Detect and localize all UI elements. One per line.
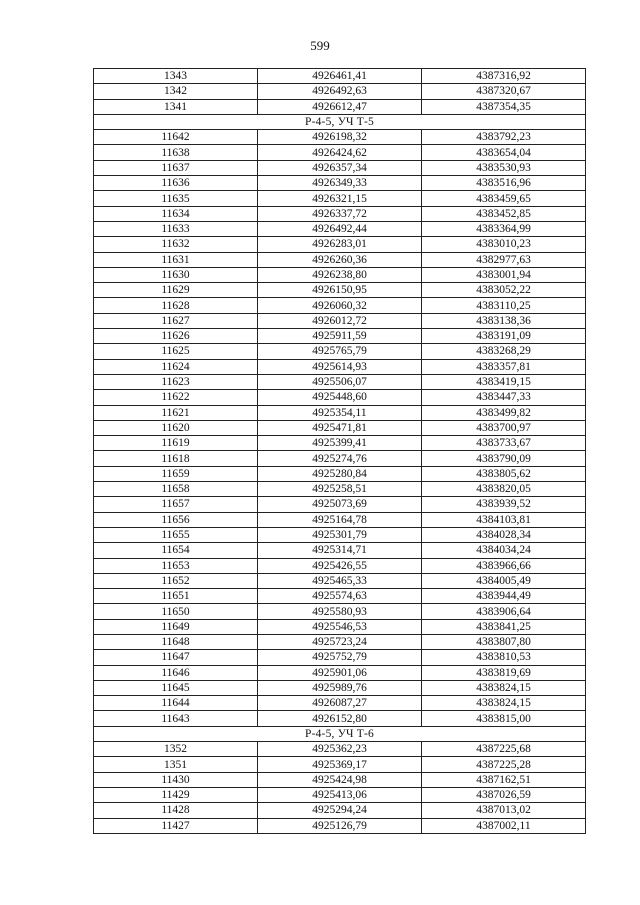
table-row	[94, 252, 586, 267]
point-number-cell: 11635	[94, 191, 258, 206]
table-row	[94, 757, 586, 772]
x-coordinate-cell: 4926152,80	[258, 711, 422, 726]
table-row	[94, 772, 586, 787]
table-row	[94, 405, 586, 420]
x-coordinate-cell: 4926260,36	[258, 252, 422, 267]
x-coordinate-cell: 4925258,51	[258, 482, 422, 497]
y-coordinate-cell: 4383530,93	[422, 160, 586, 175]
point-number-cell: 11649	[94, 619, 258, 634]
y-coordinate-cell: 4383733,67	[422, 436, 586, 451]
point-number-cell: 11634	[94, 206, 258, 221]
table-row	[94, 527, 586, 542]
y-coordinate-cell: 4383807,80	[422, 634, 586, 649]
x-coordinate-cell: 4926060,32	[258, 298, 422, 313]
point-number-cell: 11655	[94, 527, 258, 542]
point-number-cell: 1352	[94, 742, 258, 757]
y-coordinate-cell: 4383010,23	[422, 237, 586, 252]
point-number-cell: 11618	[94, 451, 258, 466]
x-coordinate-cell: 4925574,63	[258, 589, 422, 604]
point-number-cell: 11642	[94, 130, 258, 145]
x-coordinate-cell: 4925911,59	[258, 329, 422, 344]
x-coordinate-cell: 4926087,27	[258, 696, 422, 711]
table-row	[94, 283, 586, 298]
x-coordinate-cell: 4925126,79	[258, 818, 422, 833]
y-coordinate-cell: 4383819,69	[422, 665, 586, 680]
table-row	[94, 711, 586, 726]
point-number-cell: 11658	[94, 482, 258, 497]
table-row	[94, 650, 586, 665]
table-row	[94, 298, 586, 313]
point-number-cell: 11621	[94, 405, 258, 420]
table-row	[94, 206, 586, 221]
x-coordinate-cell: 4925399,41	[258, 436, 422, 451]
y-coordinate-cell: 4383810,53	[422, 650, 586, 665]
table-row	[94, 99, 586, 114]
point-number-cell: 11653	[94, 558, 258, 573]
x-coordinate-cell: 4925274,76	[258, 451, 422, 466]
section-heading: Р-4-5, УЧ Т-6	[94, 726, 586, 741]
point-number-cell: 11659	[94, 466, 258, 481]
x-coordinate-cell: 4926349,33	[258, 176, 422, 191]
y-coordinate-cell: 4383820,05	[422, 482, 586, 497]
table-row	[94, 787, 586, 802]
point-number-cell: 11629	[94, 283, 258, 298]
table-row	[94, 604, 586, 619]
table-row	[94, 145, 586, 160]
point-number-cell: 11625	[94, 344, 258, 359]
point-number-cell: 11656	[94, 512, 258, 527]
y-coordinate-cell: 4383792,23	[422, 130, 586, 145]
y-coordinate-cell: 4383966,66	[422, 558, 586, 573]
table-row	[94, 558, 586, 573]
point-number-cell: 11644	[94, 696, 258, 711]
x-coordinate-cell: 4925413,06	[258, 787, 422, 802]
y-coordinate-cell: 4383654,04	[422, 145, 586, 160]
point-number-cell: 11650	[94, 604, 258, 619]
point-number-cell: 11657	[94, 497, 258, 512]
table-row	[94, 344, 586, 359]
y-coordinate-cell: 4387013,02	[422, 803, 586, 818]
y-coordinate-cell: 4384005,49	[422, 573, 586, 588]
point-number-cell: 11630	[94, 267, 258, 282]
x-coordinate-cell: 4925448,60	[258, 390, 422, 405]
table-row	[94, 420, 586, 435]
y-coordinate-cell: 4383419,15	[422, 374, 586, 389]
point-number-cell: 11652	[94, 573, 258, 588]
table-row	[94, 573, 586, 588]
y-coordinate-cell: 4383268,29	[422, 344, 586, 359]
point-number-cell: 11637	[94, 160, 258, 175]
x-coordinate-cell: 4926337,72	[258, 206, 422, 221]
y-coordinate-cell: 4387316,92	[422, 69, 586, 84]
table-row	[94, 803, 586, 818]
table-row	[94, 84, 586, 99]
point-number-cell: 11632	[94, 237, 258, 252]
point-number-cell: 11622	[94, 390, 258, 405]
y-coordinate-cell: 4382977,63	[422, 252, 586, 267]
y-coordinate-cell: 4387354,35	[422, 99, 586, 114]
y-coordinate-cell: 4383824,15	[422, 696, 586, 711]
x-coordinate-cell: 4925354,11	[258, 405, 422, 420]
table-row	[94, 130, 586, 145]
x-coordinate-cell: 4925426,55	[258, 558, 422, 573]
section-heading-row	[94, 726, 586, 741]
y-coordinate-cell: 4383459,65	[422, 191, 586, 206]
x-coordinate-cell: 4925723,24	[258, 634, 422, 649]
table-row	[94, 221, 586, 236]
point-number-cell: 11628	[94, 298, 258, 313]
y-coordinate-cell: 4383191,09	[422, 329, 586, 344]
x-coordinate-cell: 4926283,01	[258, 237, 422, 252]
x-coordinate-cell: 4925301,79	[258, 527, 422, 542]
point-number-cell: 11647	[94, 650, 258, 665]
y-coordinate-cell: 4387162,51	[422, 772, 586, 787]
table-row	[94, 160, 586, 175]
table-row	[94, 313, 586, 328]
y-coordinate-cell: 4387320,67	[422, 84, 586, 99]
table-row	[94, 267, 586, 282]
y-coordinate-cell: 4383110,25	[422, 298, 586, 313]
table-row	[94, 451, 586, 466]
point-number-cell: 11626	[94, 329, 258, 344]
point-number-cell: 11643	[94, 711, 258, 726]
point-number-cell: 11631	[94, 252, 258, 267]
x-coordinate-cell: 4925424,98	[258, 772, 422, 787]
point-number-cell: 11648	[94, 634, 258, 649]
y-coordinate-cell: 4383052,22	[422, 283, 586, 298]
table-row	[94, 589, 586, 604]
x-coordinate-cell: 4925765,79	[258, 344, 422, 359]
y-coordinate-cell: 4383939,52	[422, 497, 586, 512]
y-coordinate-cell: 4383841,25	[422, 619, 586, 634]
table-row	[94, 436, 586, 451]
x-coordinate-cell: 4926461,41	[258, 69, 422, 84]
x-coordinate-cell: 4926238,80	[258, 267, 422, 282]
point-number-cell: 11430	[94, 772, 258, 787]
x-coordinate-cell: 4926424,62	[258, 145, 422, 160]
x-coordinate-cell: 4925752,79	[258, 650, 422, 665]
y-coordinate-cell: 4387225,68	[422, 742, 586, 757]
point-number-cell: 11624	[94, 359, 258, 374]
y-coordinate-cell: 4383944,49	[422, 589, 586, 604]
x-coordinate-cell: 4925362,23	[258, 742, 422, 757]
y-coordinate-cell: 4384034,24	[422, 543, 586, 558]
y-coordinate-cell: 4383447,33	[422, 390, 586, 405]
x-coordinate-cell: 4926612,47	[258, 99, 422, 114]
x-coordinate-cell: 4926492,63	[258, 84, 422, 99]
table-row	[94, 329, 586, 344]
y-coordinate-cell: 4383001,94	[422, 267, 586, 282]
x-coordinate-cell: 4925294,24	[258, 803, 422, 818]
x-coordinate-cell: 4925989,76	[258, 680, 422, 695]
section-heading-row	[94, 114, 586, 129]
point-number-cell: 11620	[94, 420, 258, 435]
table-row	[94, 665, 586, 680]
table-row	[94, 543, 586, 558]
y-coordinate-cell: 4383499,82	[422, 405, 586, 420]
x-coordinate-cell: 4925580,93	[258, 604, 422, 619]
table-row	[94, 69, 586, 84]
y-coordinate-cell: 4384028,34	[422, 527, 586, 542]
x-coordinate-cell: 4925506,07	[258, 374, 422, 389]
x-coordinate-cell: 4925546,53	[258, 619, 422, 634]
y-coordinate-cell: 4383700,97	[422, 420, 586, 435]
y-coordinate-cell: 4383357,81	[422, 359, 586, 374]
x-coordinate-cell: 4925314,71	[258, 543, 422, 558]
point-number-cell: 11429	[94, 787, 258, 802]
table-row	[94, 634, 586, 649]
y-coordinate-cell: 4384103,81	[422, 512, 586, 527]
x-coordinate-cell: 4925073,69	[258, 497, 422, 512]
y-coordinate-cell: 4387225,28	[422, 757, 586, 772]
point-number-cell: 1341	[94, 99, 258, 114]
y-coordinate-cell: 4383906,64	[422, 604, 586, 619]
point-number-cell: 11645	[94, 680, 258, 695]
x-coordinate-cell: 4925901,06	[258, 665, 422, 680]
y-coordinate-cell: 4383790,09	[422, 451, 586, 466]
point-number-cell: 11651	[94, 589, 258, 604]
x-coordinate-cell: 4926321,15	[258, 191, 422, 206]
x-coordinate-cell: 4926150,95	[258, 283, 422, 298]
x-coordinate-cell: 4925471,81	[258, 420, 422, 435]
table-row	[94, 482, 586, 497]
point-number-cell: 11623	[94, 374, 258, 389]
point-number-cell: 11654	[94, 543, 258, 558]
x-coordinate-cell: 4926357,34	[258, 160, 422, 175]
table-row	[94, 696, 586, 711]
page-number: 599	[310, 38, 330, 53]
x-coordinate-cell: 4925465,33	[258, 573, 422, 588]
y-coordinate-cell: 4383824,15	[422, 680, 586, 695]
point-number-cell: 11633	[94, 221, 258, 236]
table-row	[94, 619, 586, 634]
point-number-cell: 11427	[94, 818, 258, 833]
point-number-cell: 1351	[94, 757, 258, 772]
point-number-cell: 11428	[94, 803, 258, 818]
point-number-cell: 1343	[94, 69, 258, 84]
table-row	[94, 176, 586, 191]
section-heading: Р-4-5, УЧ Т-5	[94, 114, 586, 129]
point-number-cell: 11638	[94, 145, 258, 160]
x-coordinate-cell: 4926492,44	[258, 221, 422, 236]
table-row	[94, 359, 586, 374]
x-coordinate-cell: 4925369,17	[258, 757, 422, 772]
x-coordinate-cell: 4925164,78	[258, 512, 422, 527]
x-coordinate-cell: 4926198,32	[258, 130, 422, 145]
point-number-cell: 11619	[94, 436, 258, 451]
table-row	[94, 191, 586, 206]
coordinates-table	[93, 68, 586, 834]
x-coordinate-cell: 4925614,93	[258, 359, 422, 374]
table-row	[94, 512, 586, 527]
coordinates-table-body	[94, 69, 586, 834]
y-coordinate-cell: 4383805,62	[422, 466, 586, 481]
table-row	[94, 390, 586, 405]
point-number-cell: 11646	[94, 665, 258, 680]
y-coordinate-cell: 4383138,36	[422, 313, 586, 328]
table-row	[94, 742, 586, 757]
y-coordinate-cell: 4383452,85	[422, 206, 586, 221]
y-coordinate-cell: 4387002,11	[422, 818, 586, 833]
table-row	[94, 818, 586, 833]
table-row	[94, 374, 586, 389]
y-coordinate-cell: 4387026,59	[422, 787, 586, 802]
table-row	[94, 237, 586, 252]
y-coordinate-cell: 4383516,96	[422, 176, 586, 191]
table-row	[94, 680, 586, 695]
x-coordinate-cell: 4925280,84	[258, 466, 422, 481]
x-coordinate-cell: 4926012,72	[258, 313, 422, 328]
point-number-cell: 1342	[94, 84, 258, 99]
table-row	[94, 466, 586, 481]
y-coordinate-cell: 4383364,99	[422, 221, 586, 236]
table-row	[94, 497, 586, 512]
point-number-cell: 11627	[94, 313, 258, 328]
point-number-cell: 11636	[94, 176, 258, 191]
y-coordinate-cell: 4383815,00	[422, 711, 586, 726]
